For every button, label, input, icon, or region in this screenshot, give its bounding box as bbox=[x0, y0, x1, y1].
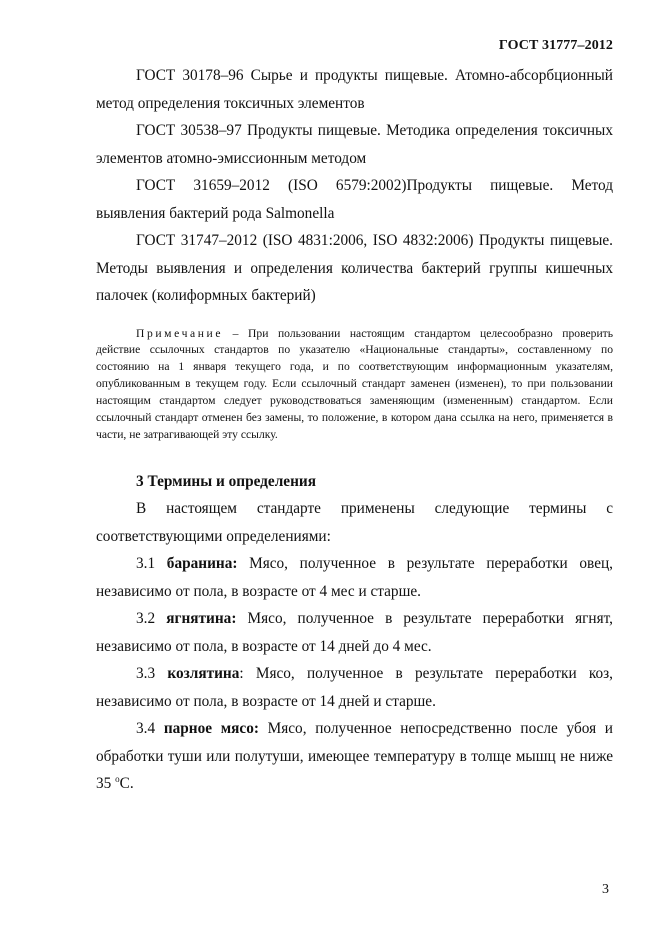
term-text: Мясо, полученное непосредственно после убоя и обработки туши или полутуши, имеющее температуру в толще мышц не ниже 35 bbox=[96, 720, 613, 793]
reference-item: ГОСТ 30178–96 Сырье и продукты пищевые. Атомно-абсорбционный метод определения токсичных элементов bbox=[96, 67, 613, 112]
temperature-unit: С. bbox=[119, 775, 134, 793]
term-name: ягнятина: bbox=[166, 610, 237, 628]
degree-superscript: o bbox=[115, 774, 120, 785]
term-name: козлятина bbox=[167, 665, 240, 683]
term-text: Мясо, полученное в результате переработки овец, независимо от пола, в возрасте от 4 мес и старше. bbox=[96, 555, 613, 600]
term-number: 3.1 bbox=[136, 555, 167, 573]
term-name: парное мясо: bbox=[163, 720, 259, 738]
section-heading: 3 Термины и определения bbox=[136, 472, 316, 490]
term-definition bbox=[96, 715, 613, 798]
term-definition bbox=[96, 660, 613, 715]
document-code-header: ГОСТ 31777–2012 bbox=[498, 38, 613, 53]
term-text: : Мясо, полученное в результате переработки коз, независимо от пола, в возрасте от 14 дней и старше. bbox=[96, 665, 613, 710]
document-body bbox=[96, 62, 613, 798]
term-text: Мясо, полученное в результате переработки ягнят, независимо от пола, в возрасте от 14 дней до 4 мес. bbox=[96, 610, 613, 655]
reference-item: ГОСТ 30538–97 Продукты пищевые. Методика определения токсичных элементов атомно-эмиссионным методом bbox=[96, 122, 613, 167]
section-intro: В настоящем стандарте применены следующие термины с соответствующими определениями: bbox=[96, 500, 613, 545]
reference-item: ГОСТ 31747–2012 (ISO 4831:2006, ISO 4832:2006) Продукты пищевые. Методы выявления и определения количества бактерий группы кишечных палочек (колиформных бактерий) bbox=[96, 232, 613, 304]
term-number: 3.2 bbox=[136, 610, 167, 628]
term-name: баранина: bbox=[166, 555, 238, 573]
reference-item: ГОСТ 31659–2012 (ISO 6579:2002)Продукты пищевые. Метод выявления бактерий рода Salmonella bbox=[96, 177, 613, 222]
term-number: 3.4 bbox=[136, 720, 164, 738]
page-number: 3 bbox=[602, 882, 609, 897]
term-definition bbox=[96, 550, 613, 605]
term-number: 3.3 bbox=[136, 665, 168, 683]
reference-note bbox=[96, 326, 613, 444]
note-label: Примечание bbox=[136, 326, 224, 340]
note-text: – При пользовании настоящим стандартом целесообразно проверить действие ссылочных стандартов по указателю «Национальные стандарты», составленному по состоянию на 1 января текущего года, и по соответствующим информационным указателям, опубликованным в текущем году. Если ссылочный стандарт заменен (изменен), то при пользовании настоящим стандартом следует руководствоваться заменяющим (измененным) стандартом. Если ссылочный стандарт отменен без замены, то положение, в котором дана ссылка на него, применяется в части, не затрагивающей эту ссылку. bbox=[96, 326, 613, 441]
term-definition bbox=[96, 605, 613, 660]
